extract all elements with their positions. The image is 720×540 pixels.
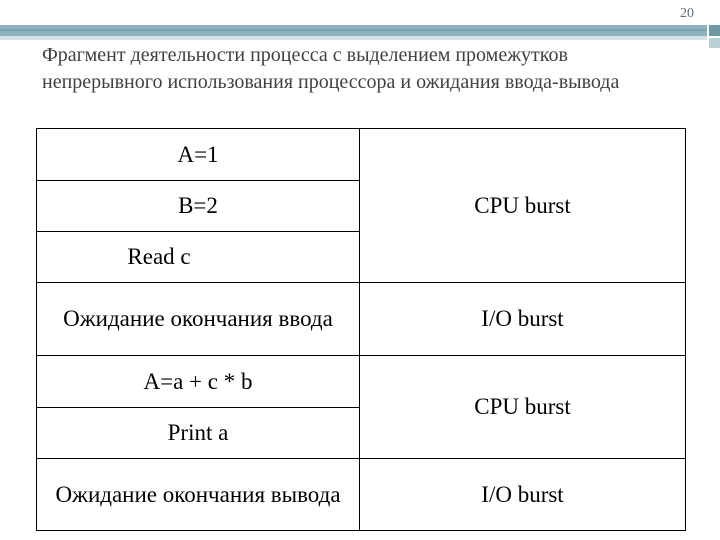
burst-label-cpu-1: CPU burst: [474, 192, 571, 218]
burst-label-io-1: I/O burst: [481, 306, 564, 331]
header-decoration-underline: [0, 36, 707, 40]
code-line-b-assign: B=2: [178, 193, 218, 218]
code-line-a-assign: A=1: [177, 141, 219, 167]
code-line-wait-input: Ожидание окончания ввода: [63, 306, 333, 331]
process-activity-table: [36, 128, 686, 531]
header-decoration-stripe: [0, 29, 707, 31]
code-line-a-compute: A=a + c * b: [143, 368, 253, 394]
header-decoration-edge-light: [709, 38, 720, 48]
code-line-wait-output: Ожидание окончания вывода: [55, 481, 341, 507]
header-decoration-edge: [709, 25, 720, 36]
slide-title: Фрагмент деятельности процесса с выделением промежутков непрерывного использования процессора и ожидания ввода-вывода: [42, 44, 620, 93]
code-line-read-c: Read c: [127, 244, 191, 269]
slide-page-number: 20: [680, 6, 694, 21]
burst-label-io-2: I/O burst: [481, 481, 564, 507]
burst-label-cpu-2: CPU burst: [474, 394, 571, 419]
code-line-print-a: Print a: [167, 420, 229, 445]
